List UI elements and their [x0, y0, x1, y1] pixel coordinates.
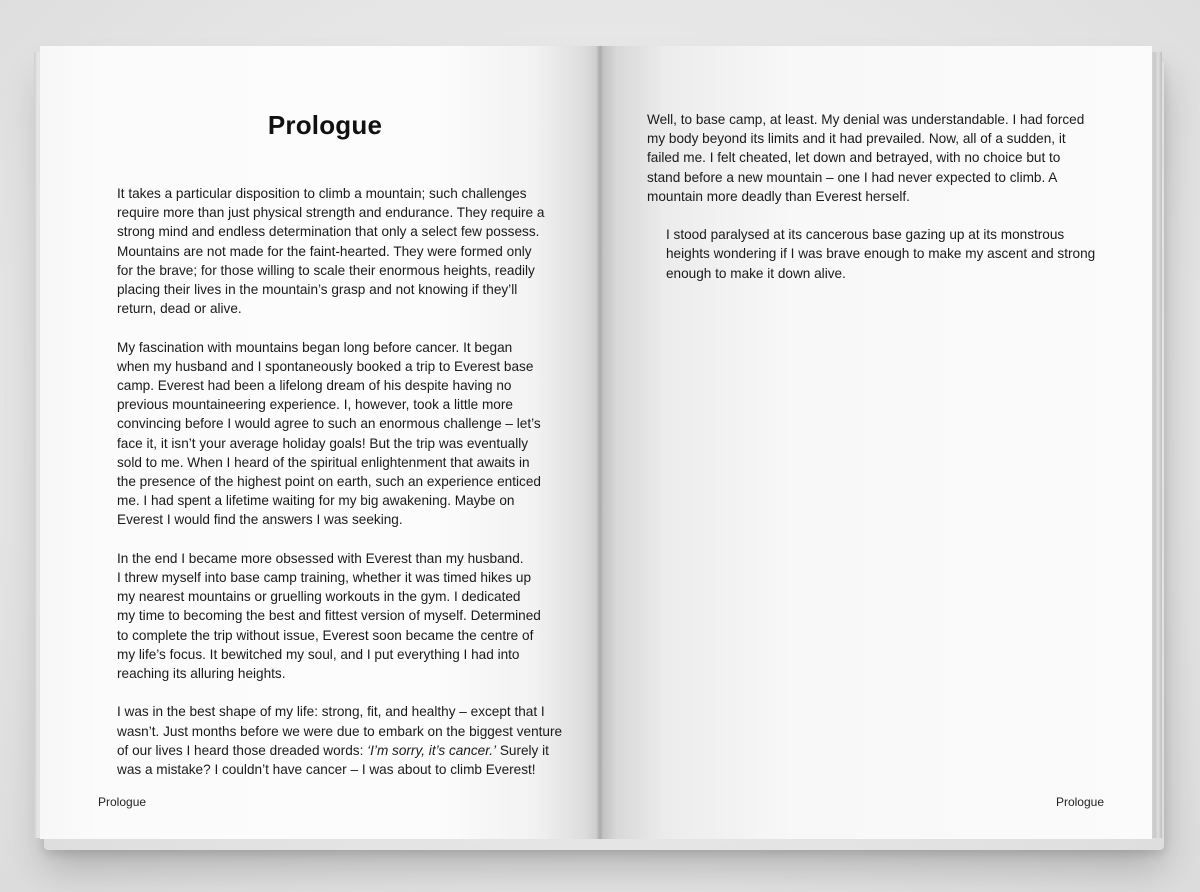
text-line: was a mistake? I couldn’t have cancer – I was about to climb Everest! [117, 762, 536, 778]
paragraph-4 [98, 702, 563, 779]
text-line: require more than just physical strength and endurance. They require a [117, 205, 545, 221]
text-line: I stood paralysed at its cancerous base gazing up at its monstrous [666, 227, 1065, 243]
text-line: for the brave; for those willing to scale their enormous heights, readily [117, 262, 535, 278]
text-line: previous mountaineering experience. I, however, took a little more [117, 397, 513, 413]
left-page-body [98, 184, 563, 798]
text-line: Well, to base camp, at least. My denial was understandable. I had forced [647, 112, 1085, 127]
text-line: face it, it isn’t your average holiday goals! But the trip was eventually [117, 435, 529, 451]
paragraph-5 [647, 110, 1117, 206]
text-line: sold to me. When I heard of the spiritual enlightenment that awaits in [117, 454, 530, 470]
page-title: Prologue [267, 110, 383, 140]
text-fragment: of our lives I heard those dreaded words: [117, 742, 368, 758]
text-line: mountain more deadly than Everest herself. [647, 188, 910, 204]
text-line: camp. Everest had been a lifelong dream of his despite having no [117, 378, 512, 394]
text-line: when my husband and I spontaneously booked a trip to Everest base [117, 358, 534, 374]
text-line [98, 741, 558, 760]
right-page [600, 46, 1152, 839]
book-spine [596, 46, 604, 839]
text-line: My fascination with mountains began long before cancer. It began [117, 339, 513, 355]
right-page-body [647, 110, 1117, 302]
paragraph-1 [98, 184, 558, 318]
text-line: Everest I would find the answers I was seeking. [117, 512, 403, 528]
text-line: I was in the best shape of my life: strong, fit, and healthy – except that I [117, 704, 545, 720]
text-line: In the end I became more obsessed with Everest than my husband. [117, 550, 524, 566]
text-line: placing their lives in the mountain’s grasp and not knowing if they’ll [117, 282, 518, 298]
text-line: heights wondering if I was brave enough to make my ascent and strong [666, 246, 1096, 262]
text-line: stand before a new mountain – one I had never expected to climb. A [647, 169, 1058, 185]
running-footer: Prologue [1055, 795, 1104, 809]
text-line: reaching its alluring heights. [117, 666, 286, 682]
text-line: It takes a particular disposition to climb a mountain; such challenges [117, 186, 527, 201]
text-line: my time to becoming the best and fittest version of myself. Determined [117, 608, 541, 624]
text-line: convincing before I would agree to such an enormous challenge – let’s [117, 416, 541, 432]
text-line: my nearest mountains or gruelling workouts in the gym. I dedicated [117, 589, 521, 605]
text-line: to complete the trip without issue, Everest soon became the centre of [117, 627, 534, 643]
text-line: the presence of the highest point on earth, such an experience enticed [117, 474, 541, 490]
paragraph-6 [647, 225, 1117, 283]
paragraph-3 [98, 549, 558, 683]
text-line: failed me. I felt cheated, let down and betrayed, with no choice but to [647, 150, 1061, 166]
text-line: Mountains are not made for the faint-hearted. They were formed only [117, 243, 532, 259]
text-line: me. I had spent a lifetime waiting for my big awakening. Maybe on [117, 493, 515, 509]
text-line: my body beyond its limits and it had prevailed. Now, all of a sudden, it [647, 131, 1066, 147]
text-line: return, dead or alive. [117, 301, 242, 317]
text-line: I threw myself into base camp training, whether it was timed hikes up [117, 570, 532, 586]
paragraph-2 [98, 338, 558, 530]
running-footer: Prologue [98, 795, 147, 809]
text-fragment: Surely it [496, 742, 549, 758]
text-line: enough to make it down alive. [666, 265, 846, 281]
quoted-text: ‘I’m sorry, it’s cancer.’ [367, 742, 497, 758]
left-page [40, 46, 602, 839]
text-line: wasn’t. Just months before we were due to embark on the biggest venture [117, 723, 563, 739]
text-line: strong mind and endless determination that only a select few possess. [117, 224, 540, 240]
text-line: my life’s focus. It bewitched my soul, and I put everything I had into [117, 646, 520, 662]
